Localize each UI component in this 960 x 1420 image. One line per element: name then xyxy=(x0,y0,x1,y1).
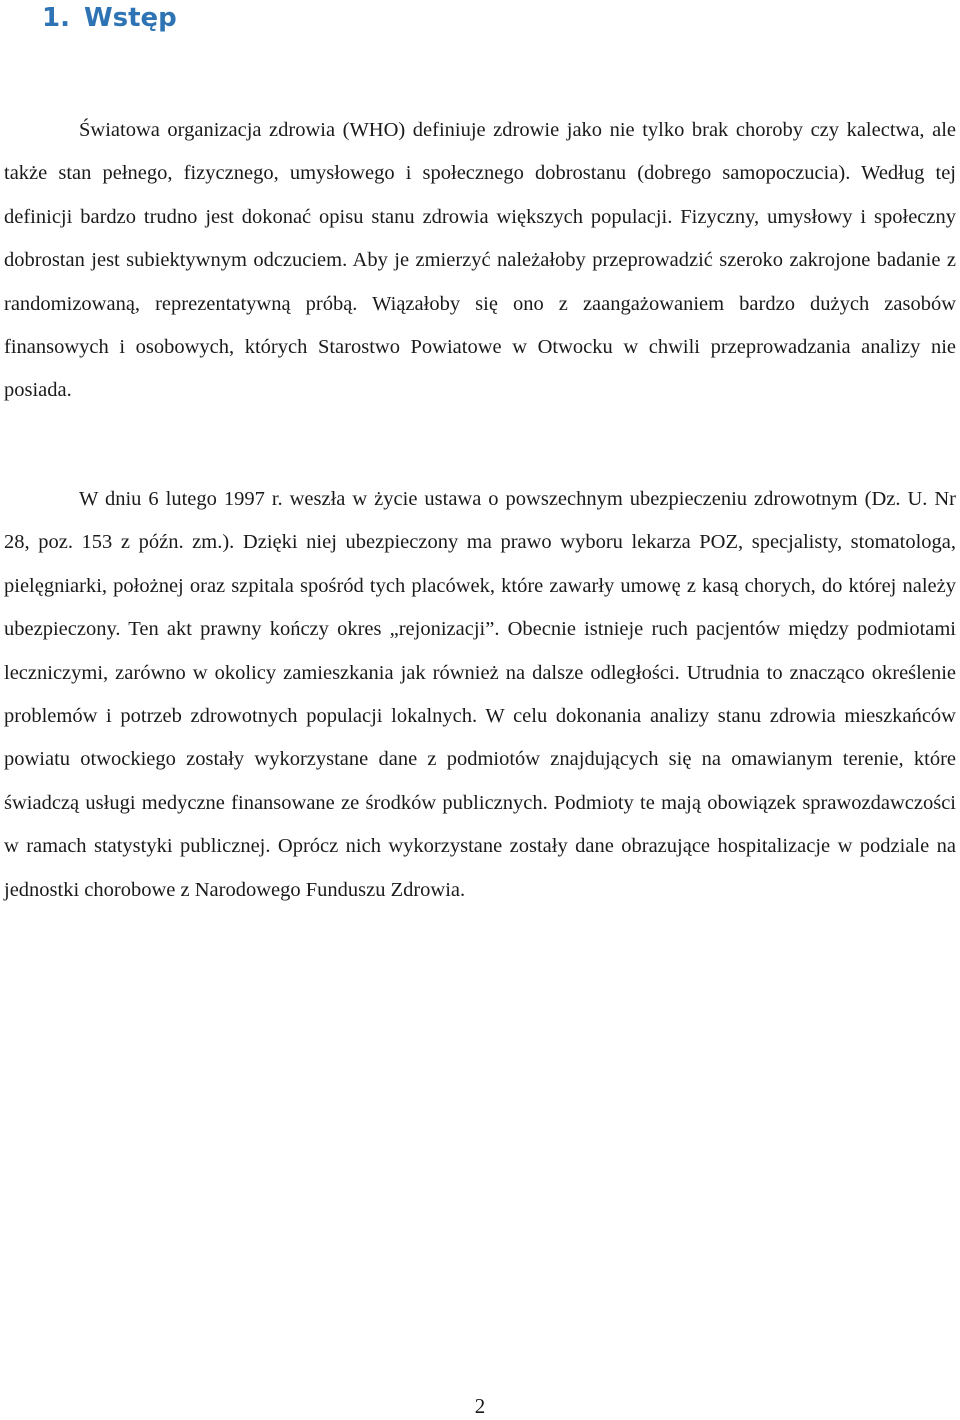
paragraph-who-definition: Światowa organizacja zdrowia (WHO) definiuje zdrowie jako nie tylko brak choroby czy kalectwa, ale także stan pełnego, fizycznego, umysłowego i społecznego dobrostanu (dobrego samopoczucia). Według tej definicji bardzo trudno jest dokonać opisu stanu zdrowia większych populacji. Fizyczny, umysłowy i społeczny dobrostan jest subiektywnym odczuciem. Aby je zmierzyć należałoby przeprowadzić szeroko zakrojone badanie z randomizowaną, reprezentatywną próbą. Wiązałoby się ono z zaangażowaniem bardzo dużych zasobów finansowych i osobowych, których Starostwo Powiatowe w Otwocku w chwili przeprowadzania analizy nie posiada. xyxy=(4,119,956,402)
section-title: Wstęp xyxy=(83,3,177,33)
page-number: 2 xyxy=(474,1394,486,1418)
section-number: 1. xyxy=(42,3,70,33)
section-heading xyxy=(42,0,177,36)
paragraph-insurance-act: W dniu 6 lutego 1997 r. weszła w życie ustawa o powszechnym ubezpieczeniu zdrowotnym (Dz. U. Nr 28, poz. 153 z późn. zm.). Dzięki niej ubezpieczony ma prawo wyboru lekarza POZ, specjalisty, stomatologa, pielęgniarki, położnej oraz szpitala spośród tych placówek, które zawarły umowę z kasą chorych, do której należy ubezpieczony. Ten akt prawny kończy okres „rejonizacji”. Obecnie istnieje ruch pacjentów między podmiotami leczniczymi, zarówno w okolicy zamieszkania jak również na dalsze odległości. Utrudnia to znacząco określenie problemów i potrzeb zdrowotnych populacji lokalnych. W celu dokonania analizy stanu zdrowia mieszkańców powiatu otwockiego zostały wykorzystane dane z podmiotów znajdujących się na omawianym terenie, które świadczą usługi medyczne finansowane ze środków publicznych. Podmioty te mają obowiązek sprawozdawczości w ramach statystyki publicznej. Oprócz nich wykorzystane zostały dane obrazujące hospitalizacje w podziale na jednostki chorobowe z Narodowego Funduszu Zdrowia. xyxy=(4,488,956,901)
